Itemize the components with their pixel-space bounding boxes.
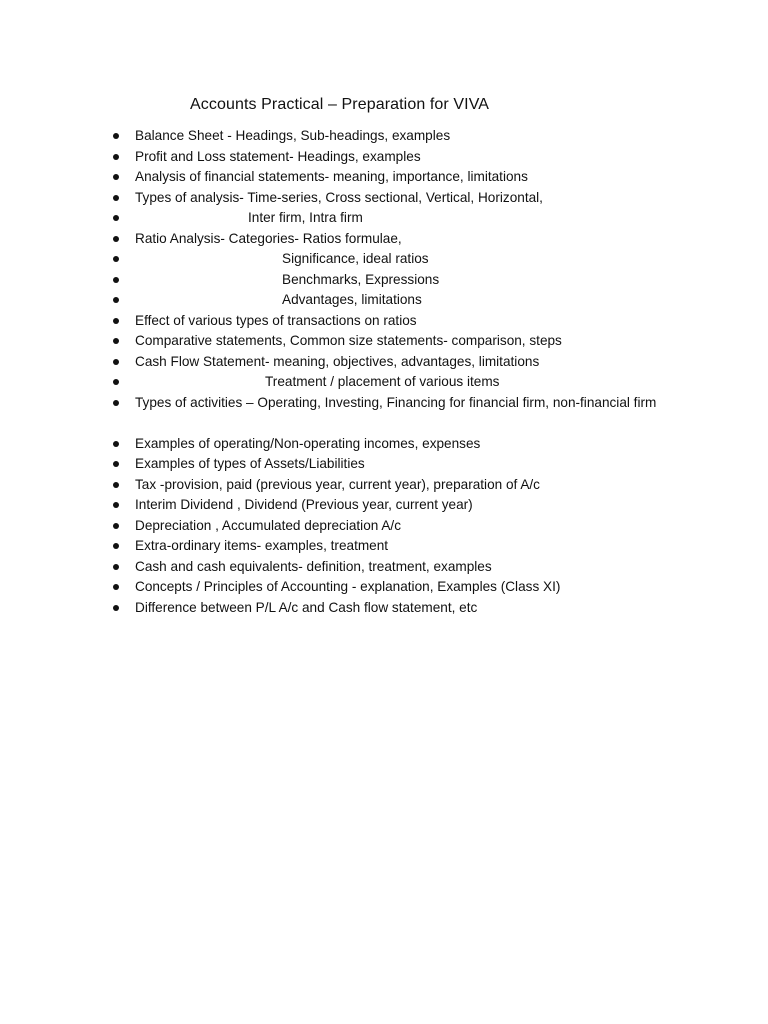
list-item bbox=[0, 352, 768, 373]
list-item-text: Significance, ideal ratios bbox=[282, 251, 429, 266]
bullet-icon bbox=[113, 605, 119, 611]
list-item-text: Analysis of financial statements- meaning, importance, limitations bbox=[135, 169, 528, 184]
list-item-text: Difference between P/L A/c and Cash flow statement, etc bbox=[135, 599, 478, 615]
list-item bbox=[0, 516, 768, 537]
list-item-text: Inter firm, Intra firm bbox=[248, 210, 363, 225]
list-item bbox=[0, 536, 768, 557]
list-item bbox=[0, 495, 768, 516]
bullet-icon bbox=[113, 359, 119, 365]
list-item-text: Concepts / Principles of Accounting - explanation, Examples (Class XI) bbox=[135, 579, 561, 594]
list-item-text: Profit and Loss statement- Headings, examples bbox=[135, 148, 421, 164]
bullet-icon bbox=[113, 236, 119, 242]
bullet-icon bbox=[113, 543, 119, 549]
bullet-icon bbox=[113, 564, 119, 570]
list-item-text: Tax -provision, paid (previous year, current year), preparation of A/c bbox=[135, 476, 540, 492]
list-item-text: Depreciation , Accumulated depreciation A/c bbox=[135, 517, 401, 533]
bullet-icon bbox=[113, 154, 119, 160]
bullet-icon bbox=[113, 400, 119, 406]
list-item-text: Effect of various types of transactions on ratios bbox=[135, 312, 417, 328]
list-item bbox=[0, 270, 768, 291]
list-item bbox=[0, 557, 768, 578]
list-item-text: Cash and cash equivalents- definition, treatment, examples bbox=[135, 558, 492, 574]
list-item bbox=[0, 126, 768, 147]
bullet-icon bbox=[113, 338, 119, 344]
list-item-text: Cash Flow Statement- meaning, objectives, advantages, limitations bbox=[135, 353, 540, 369]
list-item bbox=[0, 208, 768, 229]
list-item-text: Examples of operating/Non-operating incomes, expenses bbox=[135, 435, 481, 451]
list-item-text: Ratio Analysis- Categories- Ratios formulae, bbox=[135, 230, 402, 246]
document-title: Accounts Practical – Preparation for VIVA bbox=[190, 96, 490, 113]
bullet-icon bbox=[113, 502, 119, 508]
list-item bbox=[0, 290, 768, 311]
bullet-icon bbox=[113, 523, 119, 529]
list-item bbox=[0, 454, 768, 475]
list-item bbox=[0, 249, 768, 270]
bullet-icon bbox=[113, 482, 119, 488]
list-item bbox=[0, 434, 768, 455]
list-item-text: Advantages, limitations bbox=[282, 292, 422, 307]
list-item-text: Examples of types of Assets/Liabilities bbox=[135, 456, 365, 471]
list-item bbox=[0, 372, 768, 393]
bullet-icon bbox=[113, 584, 119, 590]
bullet-icon bbox=[113, 256, 119, 262]
bullet-icon bbox=[113, 133, 119, 139]
bullet-icon bbox=[113, 318, 119, 324]
list-item bbox=[0, 167, 768, 188]
list-item bbox=[0, 598, 768, 619]
list-item bbox=[0, 577, 768, 598]
list-item-text: Types of analysis- Time-series, Cross sectional, Vertical, Horizontal, bbox=[135, 189, 543, 205]
list-item bbox=[0, 147, 768, 168]
topic-list bbox=[0, 126, 768, 618]
list-item bbox=[0, 393, 768, 434]
list-item bbox=[0, 229, 768, 250]
list-item bbox=[0, 331, 768, 352]
list-item-text: Comparative statements, Common size statements- comparison, steps bbox=[135, 333, 562, 348]
list-item-text: Treatment / placement of various items bbox=[265, 374, 500, 389]
bullet-icon bbox=[113, 215, 119, 221]
list-item-text: Interim Dividend , Dividend (Previous year, current year) bbox=[135, 497, 473, 512]
list-item-text: Extra-ordinary items- examples, treatment bbox=[135, 538, 389, 553]
bullet-icon bbox=[113, 379, 119, 385]
bullet-icon bbox=[113, 297, 119, 303]
list-item bbox=[0, 311, 768, 332]
list-item bbox=[0, 475, 768, 496]
list-item-text: Benchmarks, Expressions bbox=[282, 271, 440, 287]
bullet-icon bbox=[113, 277, 119, 283]
list-item-text: Types of activities – Operating, Investing, Financing for financial firm, non-financial firm bbox=[135, 394, 657, 410]
list-item bbox=[0, 188, 768, 209]
list-item-text: Balance Sheet - Headings, Sub-headings, examples bbox=[135, 128, 451, 143]
bullet-icon bbox=[113, 195, 119, 201]
bullet-icon bbox=[113, 441, 119, 447]
bullet-icon bbox=[113, 174, 119, 180]
bullet-icon bbox=[113, 461, 119, 467]
